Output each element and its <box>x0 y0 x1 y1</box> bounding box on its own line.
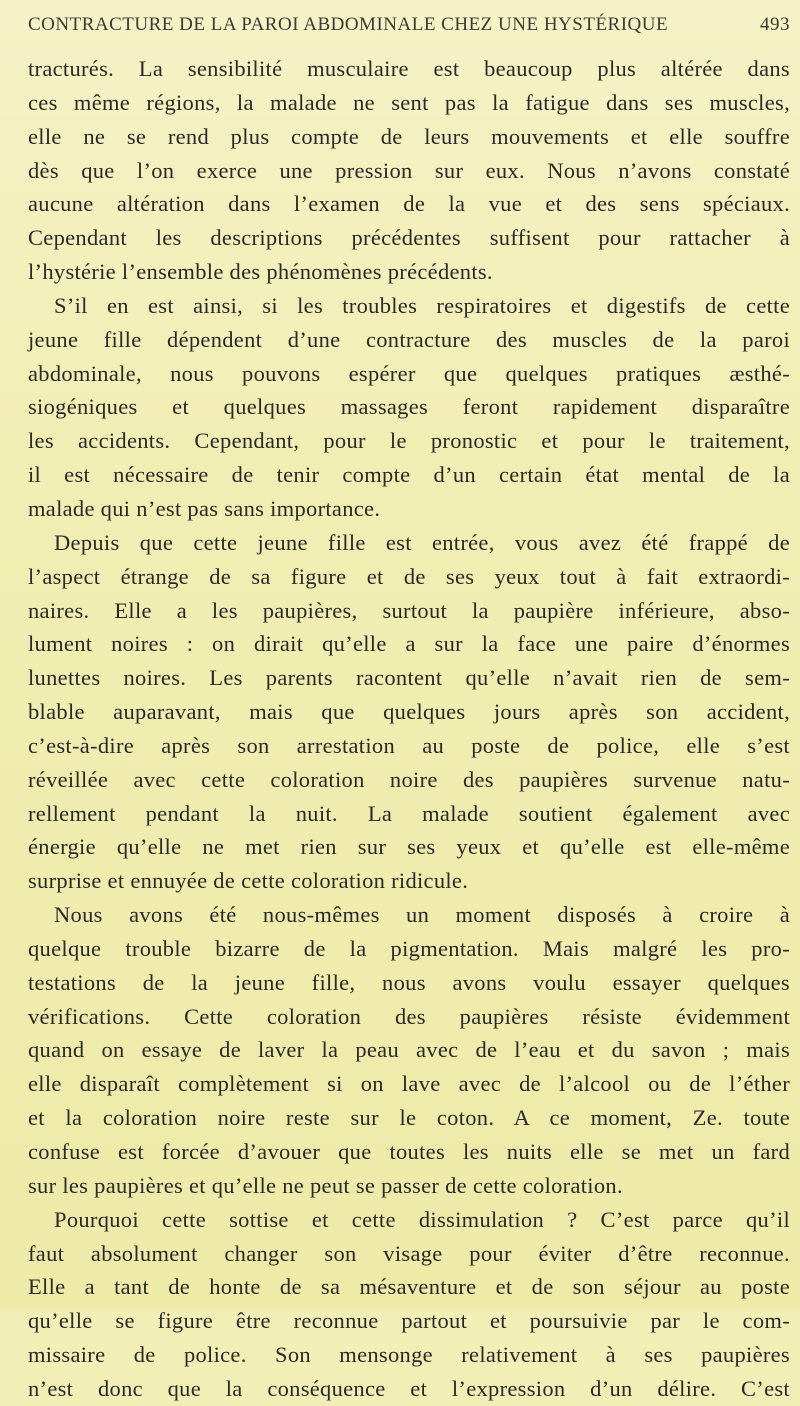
text-line: il est nécessaire de tenir compte d’un certain état mental de la <box>28 462 790 488</box>
text-line: Depuis que cette jeune fille est entrée, vous avez été frappé de <box>54 529 790 555</box>
text-line: vérifications. Cette coloration des paupières résiste évidemment <box>28 1003 790 1029</box>
text-line: réveillée avec cette coloration noire des paupières survenue natu- <box>28 766 790 792</box>
text-line: qu’elle se figure être reconnue partout et poursuivie par le com- <box>28 1308 790 1334</box>
text-line: Elle a tant de honte de sa mésaventure et de son séjour au poste <box>28 1274 790 1300</box>
text-line: quelque trouble bizarre de la pigmentation. Mais malgré les pro- <box>28 935 790 961</box>
text-line: n’est donc que la conséquence et l’expression d’un délire. C’est <box>28 1375 790 1401</box>
text-line: rellement pendant la nuit. La malade soutient également avec <box>28 800 790 826</box>
text-line: blable auparavant, mais que quelques jours après son accident, <box>28 699 790 725</box>
text-line: jeune fille dépendent d’une contracture des muscles de la paroi <box>28 326 790 352</box>
page-number: 493 <box>760 14 790 35</box>
text-line: Nous avons été nous-mêmes un moment disposés à croire à <box>54 902 790 928</box>
text-line: dès que l’on exerce une pression sur eux. Nous n’avons constaté <box>28 157 790 183</box>
text-line: missaire de police. Son mensonge relativement à ses paupières <box>28 1342 790 1368</box>
text-line: lunettes noires. Les parents racontent qu’elle n’avait rien de sem- <box>28 665 790 691</box>
text-line: elle disparaît complètement si on lave avec de l’alcool ou de l’éther <box>28 1071 790 1097</box>
text-line: malade qui n’est pas sans importance. <box>28 495 381 521</box>
text-line: sur les paupières et qu’elle ne peut se passer de cette coloration. <box>28 1172 623 1198</box>
running-header <box>28 14 790 40</box>
text-line: l’hystérie l’ensemble des phénomènes précédents. <box>28 259 493 285</box>
text-line: et la coloration noire reste sur le coton. A ce moment, Ze. toute <box>28 1105 790 1131</box>
text-line: énergie qu’elle ne met rien sur ses yeux et qu’elle est elle-même <box>28 834 790 860</box>
text-line: siogéniques et quelques massages feront rapidement disparaître <box>28 394 790 420</box>
text-line: abdominale, nous pouvons espérer que quelques pratiques æsthé- <box>28 360 790 386</box>
text-line: lument noires : on dirait qu’elle a sur la face une paire d’énormes <box>28 631 790 657</box>
body-text <box>28 52 790 1406</box>
text-line: aucune altération dans l’examen de la vue et des sens spéciaux. <box>28 191 790 217</box>
text-line: les accidents. Cependant, pour le pronostic et pour le traitement, <box>28 428 790 454</box>
text-line: S’il en est ainsi, si les troubles respiratoires et digestifs de cette <box>54 292 790 318</box>
text-line: naires. Elle a les paupières, surtout la paupière inférieure, abso- <box>28 597 790 623</box>
running-header-title: CONTRACTURE DE LA PAROI ABDOMINALE CHEZ UNE HYSTÉRIQUE <box>28 14 669 35</box>
text-line: tracturés. La sensibilité musculaire est beaucoup plus altérée dans <box>28 56 790 81</box>
text-line: elle ne se rend plus compte de leurs mouvements et elle souffre <box>28 123 790 149</box>
text-line: surprise et ennuyée de cette coloration ridicule. <box>28 868 469 894</box>
text-line: confuse est forcée d’avouer que toutes les nuits elle se met un fard <box>28 1139 790 1164</box>
text-line: faut absolument changer son visage pour éviter d’être reconnue. <box>28 1240 790 1266</box>
text-line: l’aspect étrange de sa figure et de ses yeux tout à fait extraordi- <box>28 563 790 589</box>
text-line: Cependant les descriptions précédentes suffisent pour rattacher à <box>28 225 790 251</box>
text-line: c’est-à-dire après son arrestation au poste de police, elle s’est <box>28 732 790 758</box>
text-line: ces même régions, la malade ne sent pas la fatigue dans ses muscles, <box>28 89 790 115</box>
text-line: quand on essaye de laver la peau avec de l’eau et du savon ; mais <box>28 1037 790 1063</box>
text-line: testations de la jeune fille, nous avons voulu essayer quelques <box>28 969 790 995</box>
text-line: Pourquoi cette sottise et cette dissimulation ? C’est parce qu’il <box>54 1206 790 1232</box>
